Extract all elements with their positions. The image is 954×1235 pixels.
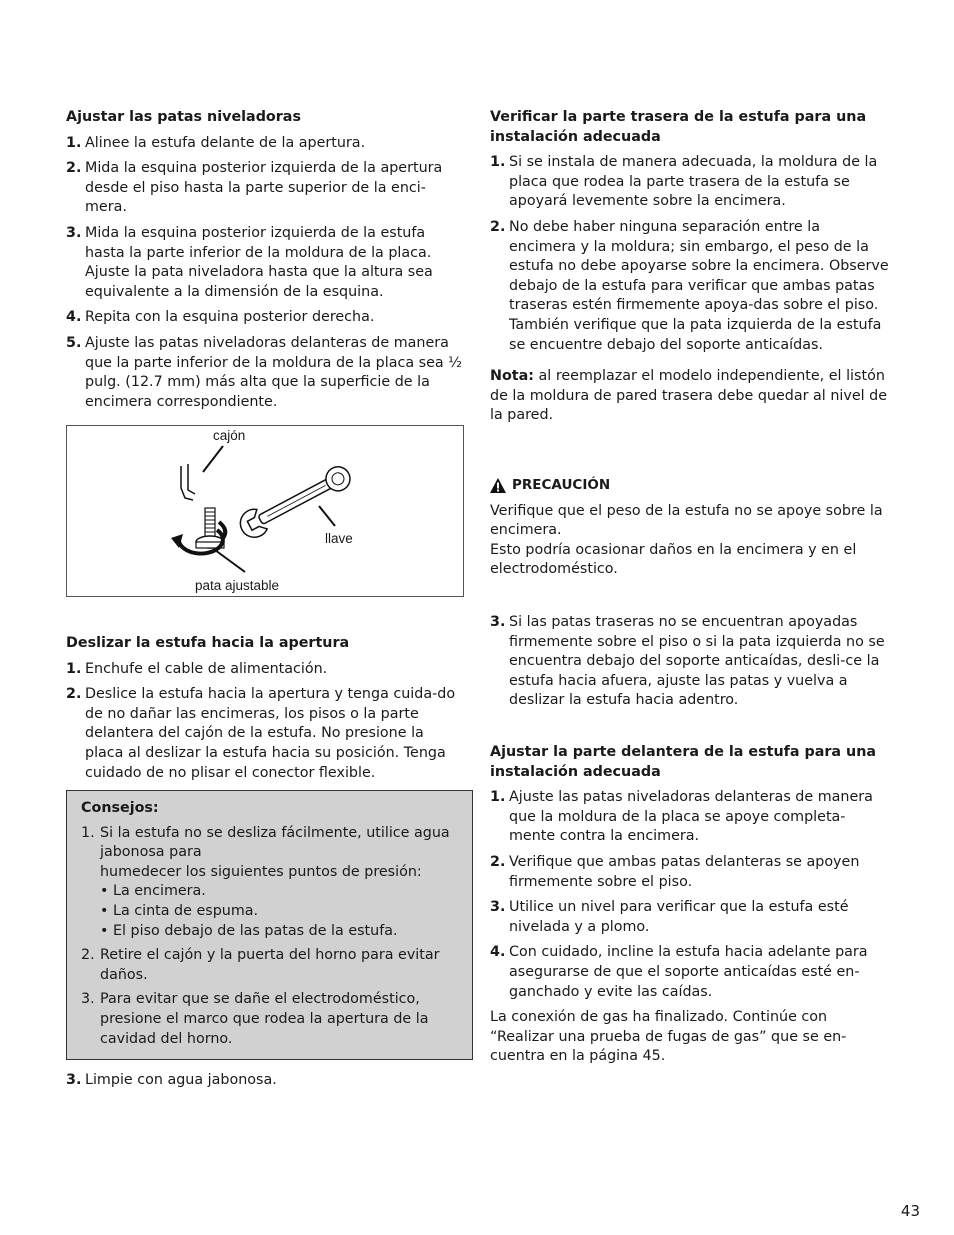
- list-item: [490, 218, 890, 355]
- caution-title: PRECAUCIÓN: [512, 477, 611, 493]
- step-number: 2.: [490, 218, 506, 235]
- tip-text: humedecer los siguientes puntos de presión:: [100, 863, 422, 880]
- section-heading-slide: Deslizar la estufa hacia la apertura: [66, 635, 350, 651]
- left-column: [66, 108, 466, 418]
- tip-item: [81, 990, 464, 1049]
- step-number: 2.: [490, 853, 506, 870]
- front-section: [490, 743, 890, 1077]
- step-text: No debe haber ninguna separación entre la encimera y la moldura; sin embargo, el peso de la estufa no debe apoyarse sobre la encimera. Observe debajo de la estufa para verificar que ambas patas traseras estén firmemente apoya-das sobre el piso. También verifique que la pata izquierda de la estufa se encuentre debajo del soporte anticaídas.: [509, 218, 889, 353]
- slide-steps-list: [66, 660, 466, 784]
- tip-number: 1.: [81, 824, 95, 841]
- tip-bullet: • El piso debajo de las patas de la estufa.: [100, 922, 398, 939]
- clean-step: [66, 1071, 466, 1097]
- leveling-steps-list: [66, 134, 466, 413]
- step-number: 1.: [66, 134, 82, 151]
- slide-section: [66, 634, 466, 789]
- tip-number: 3.: [81, 991, 95, 1008]
- step-text: Si las patas traseras no se encuentran apoyadas firmemente sobre el piso o si la pata izquierda no se encuentra debajo del soporte anticaídas, desli-ce la estufa hacia afuera, ajuste las patas y vuelva a deslizar la estufa hacia adentro.: [509, 614, 885, 709]
- tip-item: [81, 824, 464, 942]
- section-heading-leveling-legs: Ajustar las patas niveladoras: [66, 109, 301, 125]
- leader-line-wrench: [319, 506, 335, 526]
- list-item: [66, 159, 466, 218]
- tip-number: 2.: [81, 947, 95, 964]
- step-text: Mida la esquina posterior izquierda de la apertura desde el piso hasta la parte superior de la enci-mera.: [85, 160, 443, 216]
- tip-item: [81, 946, 464, 985]
- closing-paragraph: La conexión de gas ha finalizado. Continúe con “Realizar una prueba de fugas de gas” que se en-cuentra en la página 45.: [490, 1009, 847, 1065]
- tip-text: Para evitar que se dañe el electrodoméstico, presione el marco que rodea la apertura de la cavidad del horno.: [100, 991, 429, 1047]
- tips-box: [66, 790, 473, 1060]
- wrench: [235, 461, 355, 542]
- step-text: Utilice un nivel para verificar que la estufa esté nivelada y a plomo.: [509, 899, 849, 935]
- leveling-leg: [196, 508, 224, 548]
- caution-block: [490, 476, 890, 580]
- step-text: Con cuidado, incline la estufa hacia adelante para asegurarse de que el soporte anticaídas esté en-ganchado y evite las caídas.: [509, 944, 868, 1000]
- step-number: 3.: [66, 1072, 82, 1088]
- rear-step-3: [490, 613, 890, 717]
- list-item: [66, 334, 466, 412]
- step-number: 1.: [490, 789, 506, 806]
- step-text: Verifique que ambas patas delanteras se apoyen firmemente sobre el piso.: [509, 853, 860, 890]
- step-number: 1.: [66, 660, 82, 677]
- caution-text: Esto podría ocasionar daños en la encimera y en el electrodoméstico.: [490, 541, 857, 578]
- rear-check-list: [490, 153, 890, 355]
- step-number: 2.: [66, 160, 82, 177]
- note-paragraph: [490, 367, 890, 426]
- figure-label-drawer: cajón: [213, 428, 246, 443]
- tips-heading: Consejos:: [81, 800, 159, 816]
- step-number: 1.: [490, 154, 506, 171]
- figure-label-wrench: llave: [325, 531, 353, 546]
- step-text: Si se instala de manera adecuada, la moldura de la placa que rodea la parte trasera de la estufa se apoyará levemente sobre la encimera.: [509, 154, 878, 210]
- tip-text: Retire el cajón y la puerta del horno para evitar daños.: [100, 947, 440, 983]
- leveling-leg-figure: [66, 425, 464, 597]
- step-text: Enchufe el cable de alimentación.: [85, 660, 328, 677]
- section-heading-rear-check: Verificar la parte trasera de la estufa para una instalación adecuada: [490, 109, 867, 145]
- step-text: Limpie con agua jabonosa.: [85, 1072, 277, 1088]
- leader-line-leg: [215, 550, 245, 572]
- step-text: Repita con la esquina posterior derecha.: [85, 309, 375, 326]
- step-text: Ajuste las patas niveladoras delanteras de manera que la parte inferior de la moldura de la placa sea ½ pulg. (12.7 mm) más alta que la superficie de la encimera correspondiente.: [85, 334, 463, 410]
- stove-edge-inner: [188, 464, 195, 494]
- list-item: [490, 153, 890, 212]
- tip-bullet: • La cinta de espuma.: [100, 902, 259, 919]
- list-item: [66, 660, 466, 680]
- caution-text: Verifique que el peso de la estufa no se apoye sobre la encimera.: [490, 502, 883, 539]
- step-text: Deslice la estufa hacia la apertura y tenga cuida-do de no dañar las encimeras, los pisos o la parte delantera del cajón de la estufa. No presione la placa al deslizar la estufa hacia su posición. Tenga cuidado de no plisar el conector flexible.: [85, 686, 456, 781]
- list-item: [490, 613, 890, 711]
- list-item: [490, 853, 890, 892]
- figure-label-leg: pata ajustable: [195, 578, 280, 593]
- right-column: [490, 108, 890, 436]
- caution-title-row: [490, 476, 890, 496]
- list-item: [66, 685, 466, 783]
- stove-edge: [181, 466, 193, 500]
- list-item: [66, 224, 466, 302]
- step-number: 3.: [66, 224, 82, 241]
- warning-triangle-icon: [490, 478, 506, 493]
- front-steps-list: [490, 788, 890, 1002]
- list-item: [66, 308, 466, 328]
- list-item: [490, 943, 890, 1002]
- list-item: [490, 788, 890, 847]
- wrench-leg-illustration: [67, 426, 463, 596]
- list-item: [66, 134, 466, 154]
- note-text: al reemplazar el modelo independiente, el listón de la moldura de pared trasera debe quedar al nivel de la pared.: [490, 368, 887, 424]
- step-number: 4.: [66, 309, 82, 326]
- step-text: Mida la esquina posterior izquierda de la estufa hasta la parte inferior de la moldura de la placa. Ajuste la pata niveladora hasta que la altura sea equivalente a la dimensión de la esquina.: [85, 224, 433, 300]
- step-number: 5.: [66, 334, 82, 351]
- step-number: 2.: [66, 686, 82, 703]
- step-number: 3.: [490, 899, 506, 916]
- tip-bullet: • La encimera.: [100, 883, 206, 900]
- step-number: 3.: [490, 614, 506, 630]
- tip-text: Si la estufa no se desliza fácilmente, utilice agua jabonosa para: [100, 824, 450, 861]
- step-number: 4.: [490, 944, 506, 961]
- step-text: Ajuste las patas niveladoras delanteras de manera que la moldura de la placa se apoye completa-mente contra la encimera.: [509, 789, 873, 845]
- page-number: 43: [900, 1202, 920, 1220]
- section-heading-front: Ajustar la parte delantera de la estufa para una instalación adecuada: [490, 744, 877, 780]
- note-label: Nota:: [490, 368, 534, 385]
- list-item: [66, 1071, 466, 1091]
- step-text: Alinee la estufa delante de la apertura.: [85, 134, 366, 151]
- list-item: [490, 898, 890, 937]
- leader-line-drawer: [203, 446, 223, 472]
